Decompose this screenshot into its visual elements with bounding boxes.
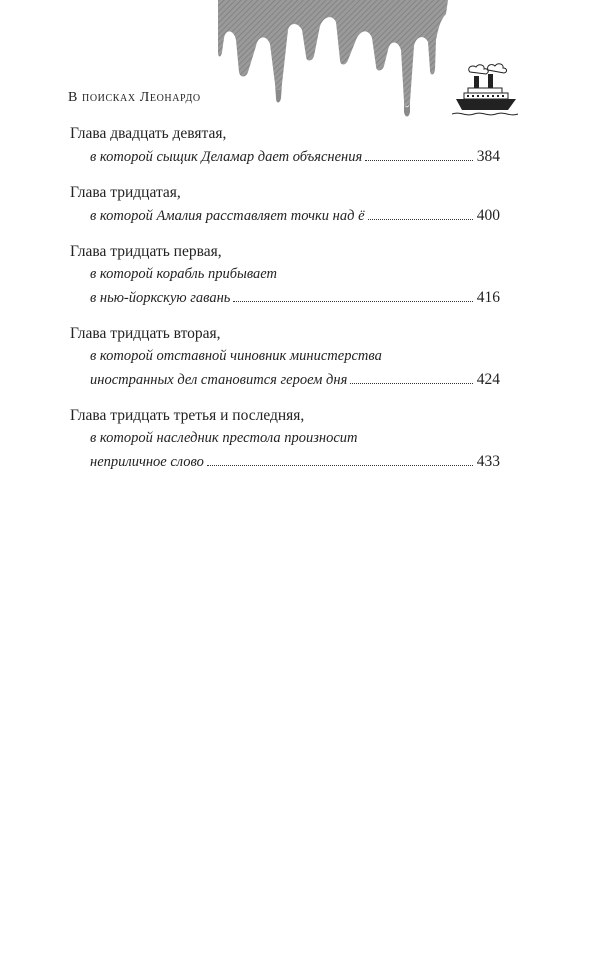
dot-leader [368, 218, 473, 220]
page-number: 416 [476, 289, 500, 306]
dripping-paint-decoration [218, 0, 448, 120]
dot-leader [207, 464, 473, 466]
page-number: 433 [476, 453, 500, 470]
dot-leader [365, 159, 473, 161]
chapter-subtitle-line: в которой отставной чиновник министерства [90, 348, 382, 364]
running-head: В поисках Леонардо [68, 90, 201, 105]
toc-entry[interactable] [70, 322, 500, 392]
chapter-title: Глава тридцать первая, [70, 243, 222, 260]
chapter-subtitle-line: в которой Амалия расставляет точки над ё 400 [70, 204, 500, 228]
toc-entry[interactable] [70, 181, 500, 228]
dot-leader [350, 382, 472, 384]
chapter-subtitle-line: в нью-йоркскую гавань 416 [70, 286, 500, 310]
chapter-subtitle-line: в которой сыщик Деламар дает объяснения 384 [70, 145, 500, 169]
page-number: 384 [476, 148, 500, 165]
chapter-title: Глава тридцатая, [70, 184, 181, 201]
chapter-subtitle-line: неприличное слово 433 [70, 450, 500, 474]
chapter-title: Глава двадцать девятая, [70, 125, 227, 142]
toc-entry[interactable] [70, 404, 500, 474]
page-number: 424 [476, 371, 500, 388]
chapter-title: Глава тридцать третья и последняя, [70, 407, 305, 424]
chapter-title: Глава тридцать вторая, [70, 325, 221, 342]
dot-leader [233, 300, 472, 302]
toc-entry[interactable] [70, 122, 500, 169]
chapter-subtitle-line: в которой наследник престола произносит [90, 430, 358, 446]
toc-entry[interactable] [70, 240, 500, 310]
table-of-contents [70, 122, 500, 486]
chapter-subtitle-line: в которой корабль прибывает [90, 266, 277, 282]
chapter-subtitle-line: иностранных дел становится героем дня 424 [70, 368, 500, 392]
steamship-icon [452, 62, 522, 120]
page-number: 400 [476, 207, 500, 224]
